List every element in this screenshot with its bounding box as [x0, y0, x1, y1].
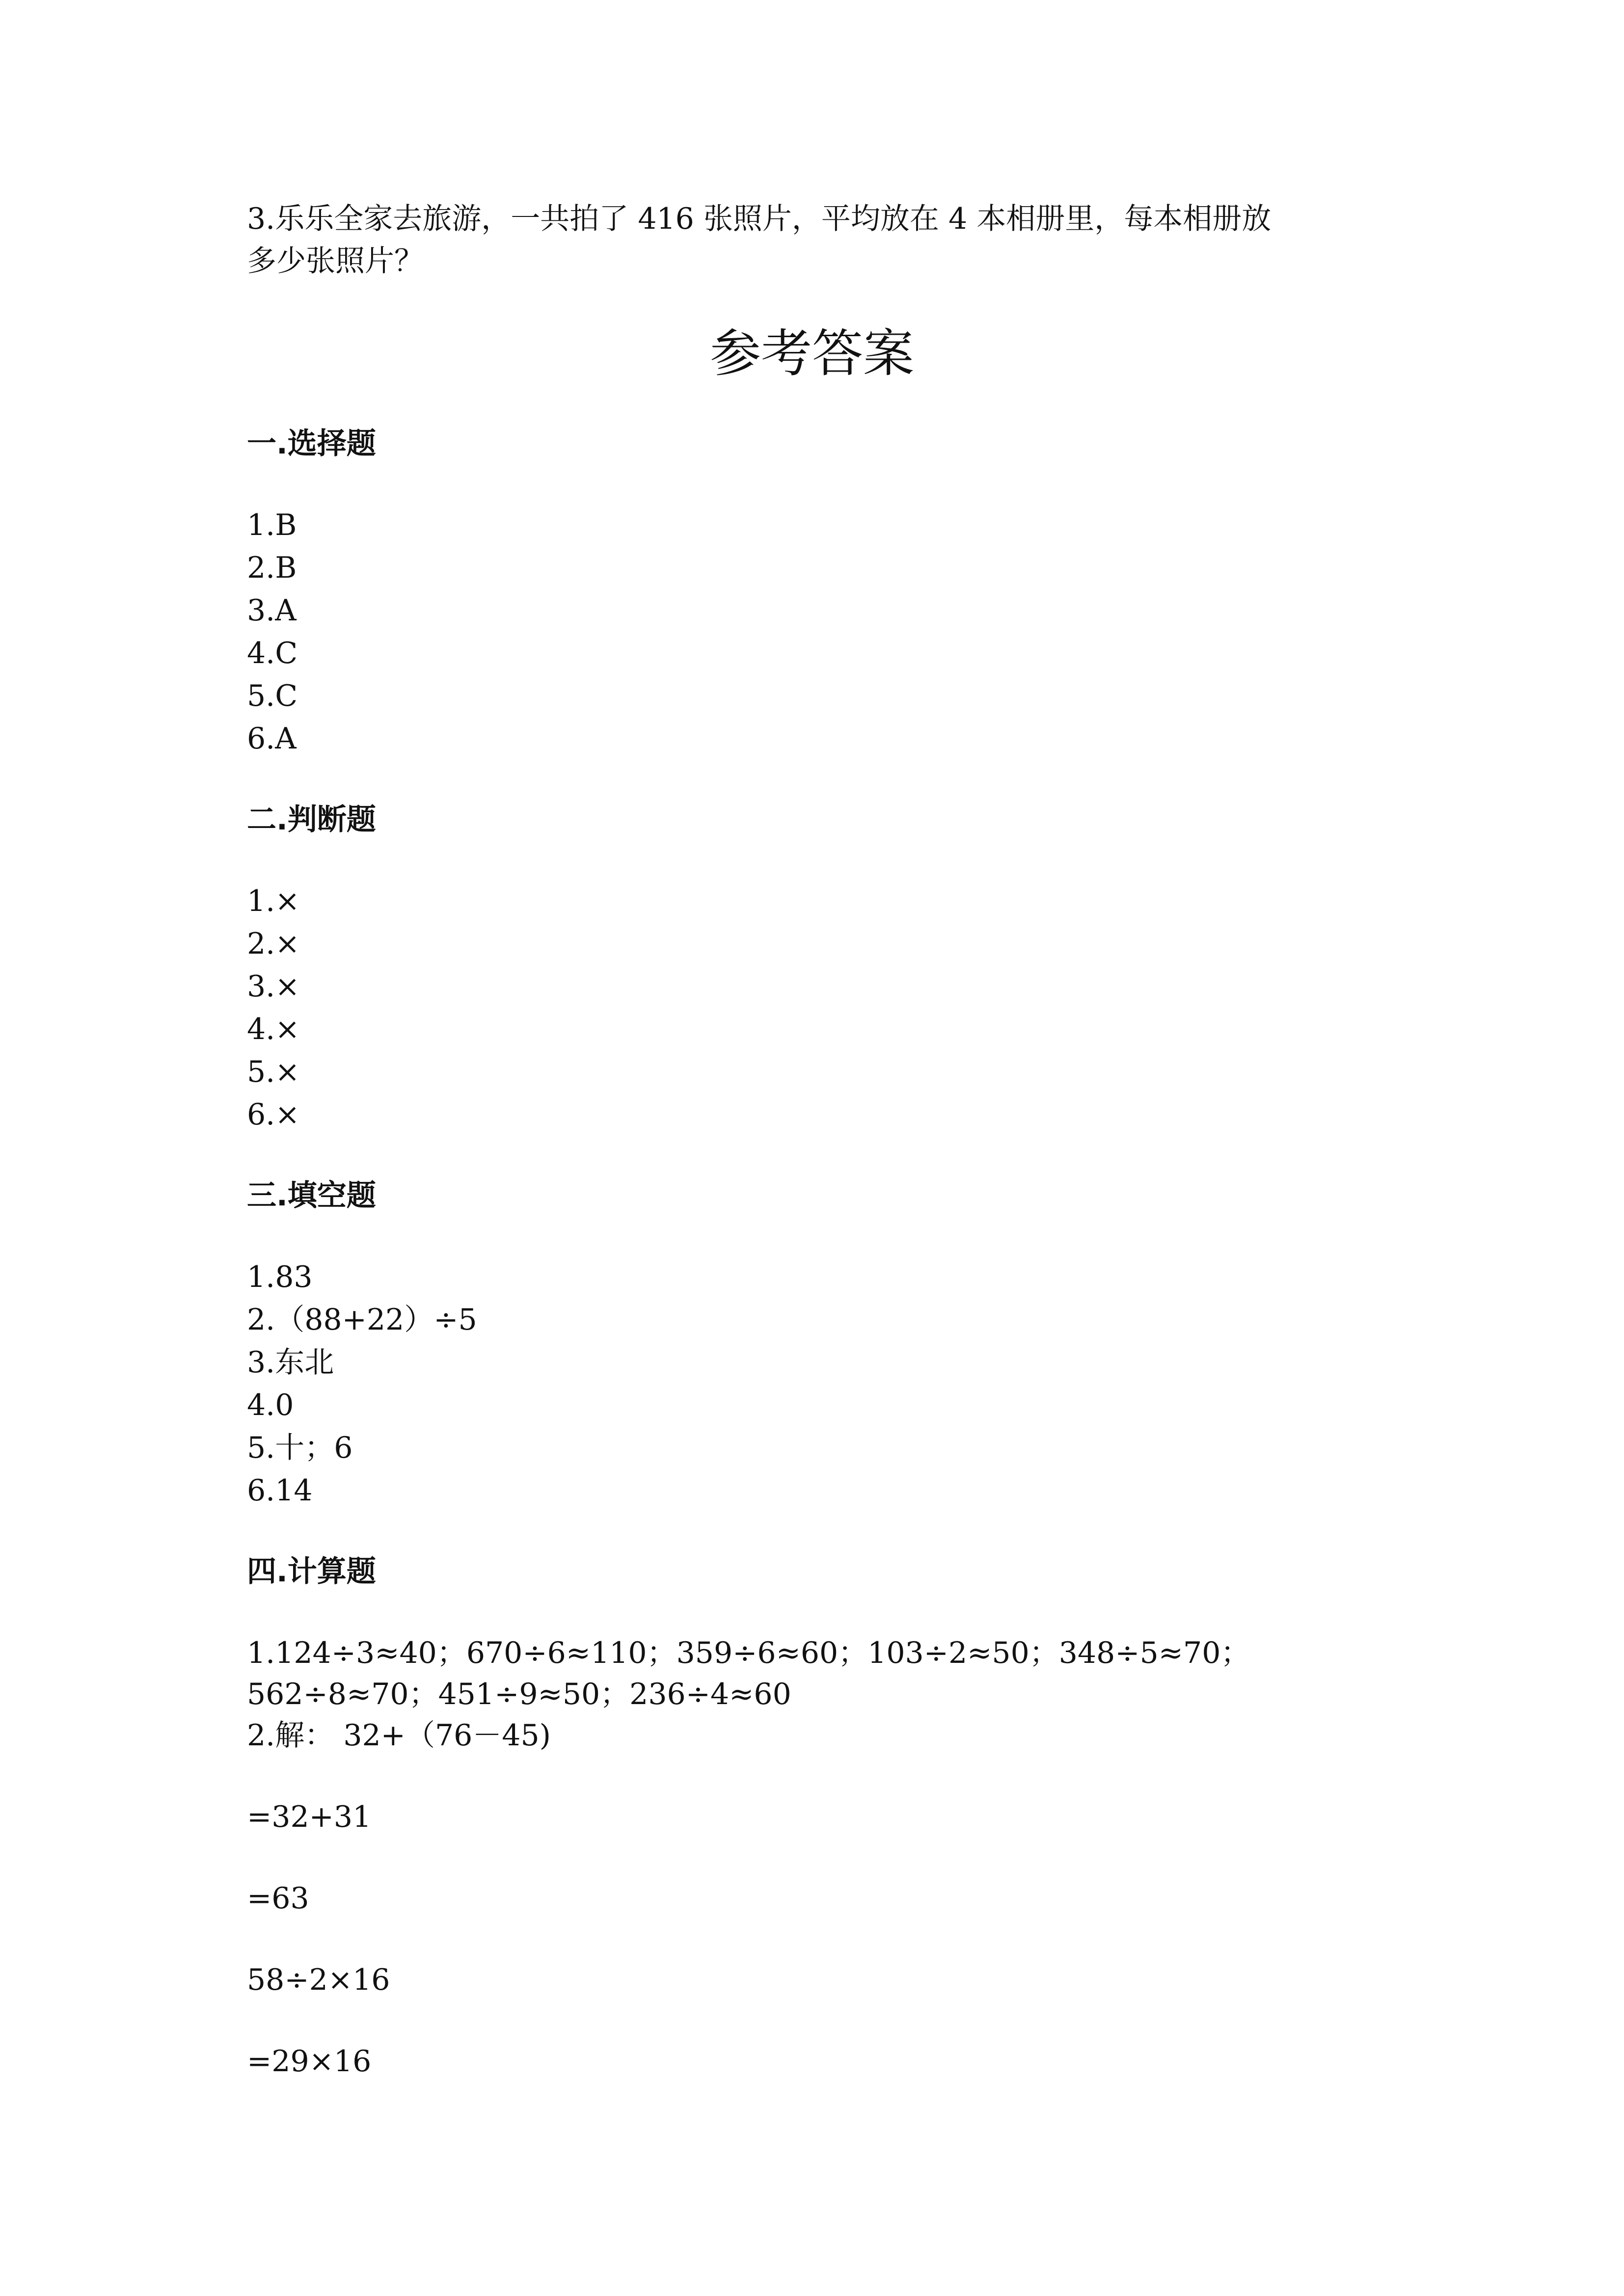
- judgement-answer-3: 3.×: [247, 969, 300, 1004]
- section-heading-calculation: 四.计算题: [247, 1554, 376, 1589]
- calc-step-3: =29×16: [247, 2044, 372, 2079]
- calc-step-2: =63: [247, 1881, 309, 1916]
- fill-answer-2: 2.（88+22）÷5: [247, 1303, 477, 1337]
- calc-answer-1-line-2: 562÷8≈70；451÷9≈50；236÷4≈60: [247, 1677, 791, 1711]
- section-heading-true-false: 二.判断题: [247, 802, 376, 837]
- question-3-line-1: 3.乐乐全家去旅游，一共拍了 416 张照片，平均放在 4 本相册里，每本相册放: [247, 202, 1272, 236]
- section-heading-fill-blank: 三.填空题: [247, 1178, 376, 1213]
- choice-answer-2: 2.B: [247, 551, 297, 585]
- judgement-answer-1: 1.×: [247, 884, 300, 918]
- judgement-answer-6: 6.×: [247, 1097, 300, 1132]
- choice-answer-6: 6.A: [247, 721, 297, 756]
- fill-answer-5: 5.十；6: [247, 1431, 353, 1465]
- calc-step-1: =32+31: [247, 1800, 372, 1834]
- choice-answer-5: 5.C: [247, 679, 298, 713]
- choice-answer-4: 4.C: [247, 636, 298, 670]
- fill-answer-4: 4.0: [247, 1388, 294, 1422]
- choice-answer-3: 3.A: [247, 593, 297, 628]
- calc-expression-2: 58÷2×16: [247, 1963, 390, 1997]
- question-3-line-2: 多少张照片？: [247, 244, 424, 278]
- section-heading-choice: 一.选择题: [247, 427, 376, 461]
- calc-answer-1-line-1: 1.124÷3≈40；670÷6≈110；359÷6≈60；103÷2≈50；348÷5≈70；: [247, 1636, 1250, 1670]
- choice-answer-1: 1.B: [247, 508, 297, 542]
- fill-answer-1: 1.83: [247, 1260, 313, 1294]
- answer-key-title: 参考答案: [709, 323, 914, 383]
- judgement-answer-5: 5.×: [247, 1055, 300, 1089]
- judgement-answer-2: 2.×: [247, 927, 300, 961]
- fill-answer-3: 3.东北: [247, 1345, 334, 1380]
- judgement-answer-4: 4.×: [247, 1012, 300, 1046]
- calc-answer-2-line-1: 2.解： 32+（76－45): [247, 1718, 551, 1753]
- fill-answer-6: 6.14: [247, 1473, 313, 1508]
